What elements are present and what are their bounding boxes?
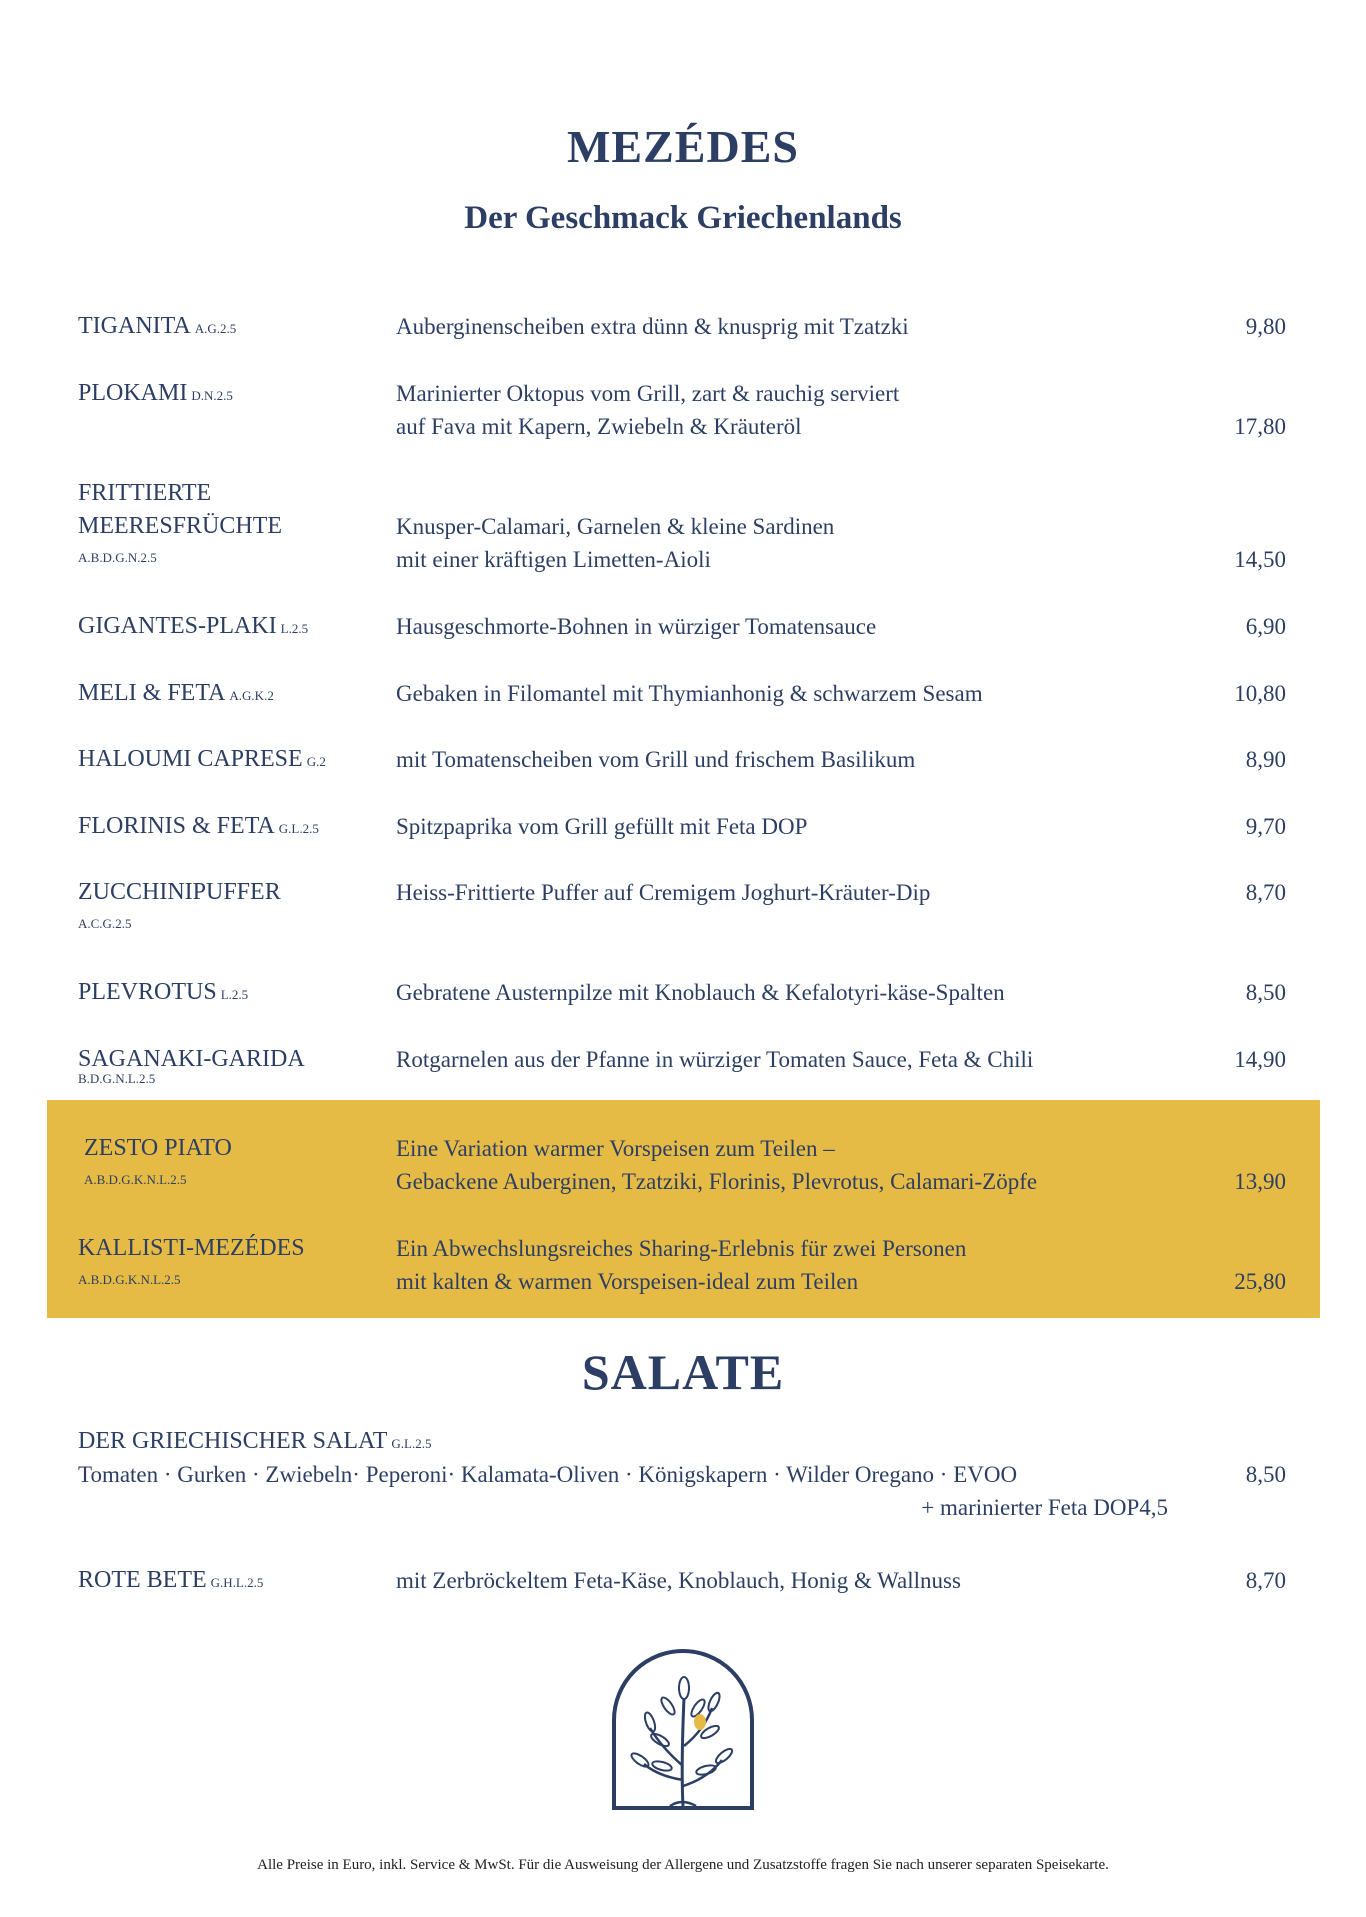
item-price: 9,70 <box>1245 814 1286 839</box>
item-name: ZESTO PIATO <box>84 1135 232 1161</box>
olive-tree-arch-icon <box>610 1648 756 1810</box>
item-allergens: A.B.D.G.K.N.L.2.5 <box>78 1272 181 1287</box>
item-name: PLEVROTUS <box>78 979 217 1005</box>
item-description: Hausgeschmorte-Bohnen in würziger Tomatensauce <box>396 614 877 639</box>
item-description: mit kalten & warmen Vorspeisen-ideal zum Teilen <box>396 1269 859 1294</box>
item-name: FLORINIS & FETA <box>78 813 275 839</box>
item-description: Ein Abwechslungsreiches Sharing-Erlebnis für zwei Personen <box>396 1236 967 1261</box>
item-name: TIGANITA <box>78 313 191 339</box>
item-description: mit Tomatenscheiben vom Grill und frischem Basilikum <box>396 747 916 772</box>
item-description: Marinierter Oktopus vom Grill, zart & rauchig serviert <box>396 381 900 406</box>
item-name: PLOKAMI <box>78 380 188 406</box>
item-allergens: L.2.5 <box>280 621 309 636</box>
item-price: 25,80 <box>1234 1269 1286 1294</box>
item-name: ROTE BETE <box>78 1567 207 1593</box>
item-allergens: B.D.G.N.L.2.5 <box>78 1071 156 1086</box>
section-title-salate: SALATE <box>581 1344 785 1400</box>
item-description: Heiss-Frittierte Puffer auf Cremigem Joghurt-Kräuter-Dip <box>396 880 931 905</box>
item-description: Tomaten · Gurken · Zwiebeln· Peperoni· Kalamata-Oliven · Königskapern · Wilder Oregano · EVOO <box>78 1462 1018 1487</box>
item-description: Gebackene Auberginen, Tzatziki, Florinis, Plevrotus, Calamari-Zöpfe <box>396 1169 1038 1194</box>
item-allergens: A.G.2.5 <box>194 321 237 336</box>
page-title: MEZÉDES <box>567 121 799 172</box>
item-allergens: A.C.G.2.5 <box>78 916 132 931</box>
item-price: 8,90 <box>1245 747 1286 772</box>
item-allergens: G.L.2.5 <box>391 1436 432 1451</box>
item-price: 8,50 <box>1245 1462 1286 1487</box>
item-name: DER GRIECHISCHER SALAT <box>78 1428 388 1454</box>
item-name: FRITTIERTE MEERESFRÜCHTE <box>78 480 283 539</box>
item-description: mit Zerbröckeltem Feta-Käse, Knoblauch, Honig & Wallnuss <box>396 1568 961 1593</box>
item-price: 8,50 <box>1245 980 1286 1005</box>
item-description: + marinierter Feta DOP4,5 <box>921 1495 1168 1520</box>
item-name: KALLISTI-MEZÉDES <box>78 1235 305 1261</box>
item-price: 14,50 <box>1234 547 1286 572</box>
item-allergens: G.H.L.2.5 <box>210 1575 264 1590</box>
item-allergens: A.B.D.G.N.2.5 <box>78 550 157 565</box>
item-allergens: L.2.5 <box>220 987 249 1002</box>
item-description: Gebratene Austernpilze mit Knoblauch & Kefalotyri-käse-Spalten <box>396 980 1005 1005</box>
item-name: GIGANTES-PLAKI <box>78 613 277 639</box>
item-name: ZUCCHINIPUFFER <box>78 879 281 905</box>
item-description: mit einer kräftigen Limetten-Aioli <box>396 547 711 572</box>
page-subtitle: Der Geschmack Griechenlands <box>464 200 902 236</box>
item-description: Knusper-Calamari, Garnelen & kleine Sardinen <box>396 514 835 539</box>
item-allergens: A.B.D.G.K.N.L.2.5 <box>84 1172 187 1187</box>
item-name: MELI & FETA <box>78 680 226 706</box>
item-description: Spitzpaprika vom Grill gefüllt mit Feta DOP <box>396 814 808 839</box>
item-description: Rotgarnelen aus der Pfanne in würziger Tomaten Sauce, Feta & Chili <box>396 1047 1034 1072</box>
item-price: 10,80 <box>1234 681 1286 706</box>
item-price: 14,90 <box>1234 1047 1286 1072</box>
item-description: Gebaken in Filomantel mit Thymianhonig & schwarzem Sesam <box>396 681 983 706</box>
item-allergens: G.L.2.5 <box>278 821 319 836</box>
item-allergens: G.2 <box>306 754 326 769</box>
item-price: 8,70 <box>1245 880 1286 905</box>
item-allergens: D.N.2.5 <box>191 388 233 403</box>
item-allergens: A.G.K.2 <box>229 688 274 703</box>
item-price: 8,70 <box>1245 1568 1286 1593</box>
item-price: 9,80 <box>1245 314 1286 339</box>
item-price: 13,90 <box>1234 1169 1286 1194</box>
item-description: Eine Variation warmer Vorspeisen zum Teilen – <box>396 1136 835 1161</box>
item-name: SAGANAKI-GARIDA <box>78 1046 305 1072</box>
footer-note: Alle Preise in Euro, inkl. Service & MwSt. Für die Ausweisung der Allergene und Zusatzstoffe fragen Sie nach unserer separaten Speisekarte. <box>257 1857 1109 1873</box>
item-name: HALOUMI CAPRESE <box>78 746 303 772</box>
item-price: 6,90 <box>1245 614 1286 639</box>
item-price: 17,80 <box>1234 414 1286 439</box>
item-description: auf Fava mit Kapern, Zwiebeln & Kräuteröl <box>396 414 802 439</box>
item-description: Auberginenscheiben extra dünn & knusprig mit Tzatzki <box>396 314 909 339</box>
